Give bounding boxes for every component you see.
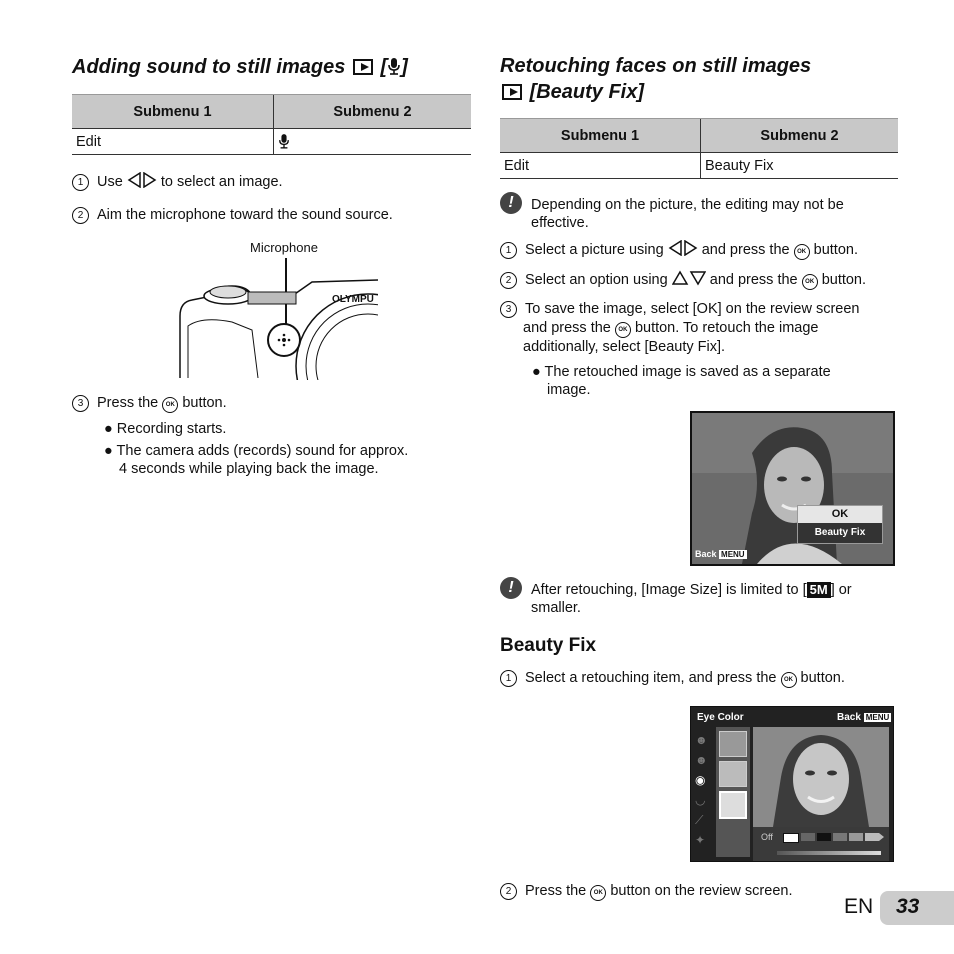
beauty-fix-step-2: 2 Press the OK button on the review screen.	[500, 882, 792, 901]
scale-swatch[interactable]	[865, 833, 879, 841]
face-icon[interactable]: ☻	[695, 753, 708, 767]
eye-icon[interactable]: ◉	[695, 773, 706, 787]
eye-option-column	[716, 727, 750, 857]
ok-button-icon: OK	[794, 244, 810, 260]
left-step-3: 3 Press the OK button.	[72, 394, 227, 413]
scale-swatch[interactable]	[833, 833, 847, 841]
left-right-arrows-icon	[668, 240, 698, 256]
lips-icon[interactable]: ◡	[695, 793, 706, 807]
eye-option-thumb[interactable]	[719, 761, 747, 787]
left-submenu-table	[72, 94, 471, 155]
right-step-3-line2: and press the OK button. To retouch the image	[523, 320, 819, 336]
brush-icon[interactable]: ⟋	[695, 813, 704, 827]
step-number: 2	[72, 207, 89, 224]
eye-color-screen	[690, 706, 894, 862]
camera-illustration	[172, 256, 378, 380]
camera-brand-text: OLYMPU	[332, 294, 374, 305]
step-number: 2	[500, 272, 517, 289]
back-hint: Back MENU	[837, 712, 890, 723]
table-cell	[274, 129, 472, 155]
sparkle-icon[interactable]: ✦	[695, 833, 706, 847]
page-number: 33	[896, 895, 920, 918]
right-note-2: After retouching, [Image Size] is limited to [ 5M ] or smaller.	[531, 582, 852, 616]
left-bullet-2: ● The camera adds (records) sound for approx.	[104, 443, 409, 459]
table-header: Submenu 2	[274, 95, 472, 129]
beauty-fix-step-1: 1 Select a retouching item, and press the OK button.	[500, 669, 845, 688]
step-number: 2	[500, 883, 517, 900]
menu-key-icon: MENU	[721, 550, 745, 559]
right-bullet-cont: image.	[547, 382, 591, 398]
scale-gradient	[777, 851, 881, 855]
caution-icon: !	[500, 577, 522, 599]
ok-button-icon: OK	[781, 672, 797, 688]
confirm-menu	[797, 505, 883, 544]
table-cell: Edit	[72, 129, 274, 155]
table-header: Submenu 1	[500, 119, 701, 153]
table-cell: Edit	[500, 153, 701, 179]
ok-button-icon: OK	[802, 274, 818, 290]
table-cell: Beauty Fix	[701, 153, 899, 179]
right-note-1: Depending on the picture, the editing may not be effective.	[531, 197, 844, 231]
face-preview	[753, 727, 889, 827]
playback-icon	[502, 84, 522, 100]
step-number: 3	[72, 395, 89, 412]
left-bullet-1: ● Recording starts.	[104, 421, 227, 437]
ok-button-icon: OK	[590, 885, 606, 901]
menu-item-beauty-fix[interactable]: Beauty Fix	[814, 527, 866, 538]
image-size-5m-icon: 5M	[807, 582, 831, 598]
up-down-arrows-icon	[672, 270, 706, 286]
scale-swatch[interactable]	[817, 833, 831, 841]
page-number-tab	[880, 891, 954, 925]
right-step-3: 3 To save the image, select [OK] on the review screen	[500, 300, 859, 318]
scale-swatch[interactable]	[849, 833, 863, 841]
menu-key-icon: MENU	[865, 713, 890, 722]
review-screen-image	[690, 411, 895, 566]
left-section-title: Adding sound to still images [ ]	[72, 56, 408, 78]
face-icon[interactable]: ☻	[695, 733, 708, 747]
table-header: Submenu 2	[701, 119, 899, 153]
microphone-icon	[387, 57, 401, 75]
table-header: Submenu 1	[72, 95, 274, 129]
beauty-fix-heading: Beauty Fix	[500, 635, 597, 656]
left-step-2: 2 Aim the microphone toward the sound source.	[72, 206, 393, 224]
playback-icon	[353, 59, 373, 75]
left-right-arrows-icon	[127, 172, 157, 188]
left-bullet-2-cont: 4 seconds while playing back the image.	[119, 461, 379, 477]
eye-option-thumb[interactable]	[719, 791, 747, 819]
eye-option-thumb[interactable]	[719, 731, 747, 757]
step-number: 1	[500, 242, 517, 259]
right-step-1: 1 Select a picture using and press the OK button.	[500, 240, 858, 260]
back-hint: Back MENU	[695, 549, 745, 559]
screen-title: Eye Color	[697, 712, 744, 723]
left-step-1: 1 Use to select an image.	[72, 172, 283, 191]
step-number: 1	[500, 670, 517, 687]
right-step-2: 2 Select an option using and press the OK button.	[500, 270, 866, 290]
off-label: Off	[761, 832, 773, 842]
color-scale[interactable]	[783, 833, 879, 843]
scale-swatch[interactable]	[783, 833, 799, 843]
right-section-title: Retouching faces on still images [Beauty Fix]	[500, 55, 812, 103]
ok-button-icon: OK	[615, 322, 631, 338]
scale-right-arrow-icon[interactable]	[879, 833, 884, 841]
ok-button-icon: OK	[162, 397, 178, 413]
right-step-3-line3: additionally, select [Beauty Fix].	[523, 339, 726, 355]
step-number: 1	[72, 174, 89, 191]
adjust-bar	[753, 827, 889, 861]
microphone-callout-label: Microphone	[250, 240, 318, 255]
microphone-icon	[278, 133, 290, 149]
language-label: EN	[844, 895, 874, 918]
scale-swatch[interactable]	[801, 833, 815, 841]
caution-icon: !	[500, 192, 522, 214]
retouch-item-column	[695, 733, 715, 857]
menu-item-ok[interactable]: OK	[798, 506, 882, 523]
right-bullet: ● The retouched image is saved as a separate	[532, 364, 831, 380]
step-number: 3	[500, 301, 517, 318]
right-submenu-table	[500, 118, 898, 179]
